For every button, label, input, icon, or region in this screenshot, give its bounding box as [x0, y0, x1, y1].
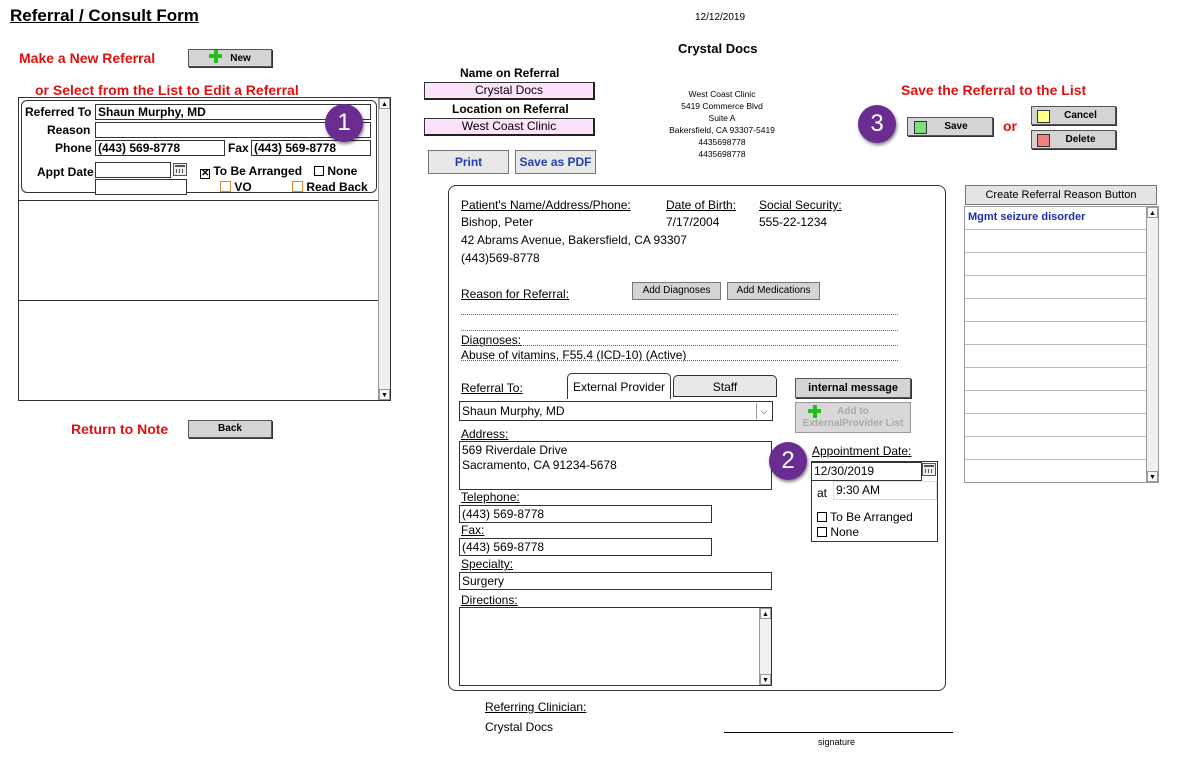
list-scrollbar[interactable]	[378, 98, 390, 400]
specialty-field[interactable]: Surgery	[459, 572, 772, 590]
delete-button-label: Delete	[1065, 134, 1096, 145]
save-pdf-button[interactable]: Save as PDF	[515, 150, 596, 174]
add-to-label: Add to	[837, 406, 869, 417]
fax-field[interactable]: (443) 569-8778	[251, 140, 371, 156]
appt-to-be-arranged-checkbox[interactable]	[817, 510, 913, 524]
step-badge-1: 1	[325, 104, 363, 142]
name-on-referral-field[interactable]: Crystal Docs	[424, 82, 595, 100]
scroll-down-icon[interactable]: ▼	[1147, 471, 1158, 482]
address-label: Address:	[461, 427, 509, 441]
reason-line	[461, 314, 898, 315]
reason-line	[461, 330, 898, 331]
step-badge-3: 3	[858, 105, 896, 143]
step-badge-2: 2	[769, 442, 807, 480]
scroll-up-icon[interactable]: ▲	[760, 608, 771, 619]
directions-scrollbar[interactable]	[759, 608, 771, 685]
reason-list-rows	[965, 207, 1147, 460]
referred-to-field[interactable]: Shaun Murphy, MD	[95, 104, 371, 120]
new-button-label: New	[230, 53, 251, 64]
read-back-label: Read Back	[306, 180, 368, 194]
calendar-icon[interactable]	[922, 463, 936, 476]
appt-date-label: Appt Date	[37, 165, 94, 179]
directions-field[interactable]	[459, 607, 772, 686]
diagnoses-line	[461, 360, 898, 361]
appt-none-label: None	[830, 525, 860, 539]
checkbox-icon	[314, 166, 324, 176]
phone-field[interactable]: (443) 569-8778	[95, 140, 225, 156]
provider-select[interactable]	[459, 401, 773, 421]
provider-select-value: Shaun Murphy, MD	[462, 404, 565, 418]
cancel-swatch-icon	[1037, 110, 1050, 123]
checkbox-icon	[817, 512, 827, 522]
cancel-button[interactable]	[1031, 106, 1116, 125]
ssn-label: Social Security:	[759, 198, 842, 212]
reason-list-item[interactable]	[965, 368, 1147, 391]
select-list-label: or Select from the List to Edit a Referral	[35, 82, 299, 98]
address-line-1: 569 Riverdale Drive	[462, 443, 568, 457]
patient-label: Patient's Name/Address/Phone:	[461, 198, 631, 212]
checkbox-icon	[817, 527, 827, 537]
name-on-referral-label: Name on Referral	[460, 66, 560, 80]
reason-list	[964, 206, 1159, 483]
add-diagnoses-button[interactable]: Add Diagnoses	[632, 282, 721, 300]
diagnoses-value: Abuse of vitamins, F55.4 (ICD-10) (Active)	[461, 348, 687, 362]
return-to-note-label: Return to Note	[71, 421, 169, 437]
reason-list-item[interactable]	[965, 322, 1147, 345]
header-date: 12/12/2019	[695, 12, 746, 23]
fax-field[interactable]: (443) 569-8778	[459, 538, 712, 556]
cancel-button-label: Cancel	[1064, 110, 1097, 121]
address-field[interactable]	[459, 441, 772, 490]
reason-label: Reason	[47, 123, 91, 137]
clinic-phone: 4435698778	[698, 137, 746, 147]
checked-box-icon: ✕	[201, 168, 210, 179]
plus-icon	[808, 405, 821, 418]
to-be-arranged-checkbox[interactable]	[200, 164, 302, 179]
reason-list-item[interactable]	[965, 437, 1147, 460]
add-to-provider-list-button[interactable]	[795, 402, 911, 433]
address-line-2: Sacramento, CA 91234-5678	[462, 458, 617, 472]
delete-button[interactable]	[1031, 130, 1116, 149]
referring-clinician-value: Crystal Docs	[485, 720, 554, 734]
reason-list-item[interactable]: Mgmt seizure disorder	[965, 207, 1147, 230]
save-to-list-label: Save the Referral to the List	[901, 82, 1087, 98]
reason-list-item[interactable]	[965, 230, 1147, 253]
appt-time-field[interactable]	[95, 179, 187, 195]
referred-to-label: Referred To	[25, 105, 92, 119]
back-button[interactable]: Back	[188, 420, 272, 438]
reason-list-item[interactable]	[965, 414, 1147, 437]
dob-value: 7/17/2004	[666, 215, 720, 229]
location-on-referral-label: Location on Referral	[452, 102, 569, 116]
ssn-value: 555-22-1234	[759, 215, 828, 229]
diagnoses-label: Diagnoses:	[461, 333, 522, 347]
reason-list-item[interactable]	[965, 391, 1147, 414]
vo-checkbox[interactable]	[220, 180, 252, 194]
appointment-date-label: Appointment Date:	[812, 444, 912, 458]
clinic-address-block	[652, 88, 792, 160]
appt-none-checkbox[interactable]	[817, 525, 859, 539]
signature-label: signature	[818, 737, 856, 747]
list-divider	[19, 300, 379, 301]
calendar-icon[interactable]	[173, 163, 187, 176]
fax-label: Fax:	[461, 523, 485, 537]
specialty-label: Specialty:	[461, 557, 514, 571]
reason-for-referral-label: Reason for Referral:	[461, 287, 570, 301]
scroll-down-icon[interactable]: ▼	[760, 674, 771, 685]
clinician-name: Crystal Docs	[678, 41, 758, 56]
appointment-time-field[interactable]: 9:30 AM	[833, 481, 937, 500]
plus-icon	[209, 50, 222, 63]
telephone-field[interactable]: (443) 569-8778	[459, 505, 712, 523]
internal-message-button[interactable]: internal message	[795, 378, 911, 398]
scroll-up-icon[interactable]: ▲	[379, 98, 390, 109]
clinic-name: West Coast Clinic	[688, 89, 756, 99]
reason-list-item[interactable]	[965, 299, 1147, 322]
patient-name: Bishop, Peter	[461, 215, 534, 229]
create-reason-button[interactable]: Create Referral Reason Button	[965, 185, 1157, 205]
fax-label: Fax	[228, 141, 249, 155]
referral-list	[18, 97, 391, 401]
save-swatch-icon	[914, 121, 927, 134]
referral-to-label: Referral To:	[461, 381, 523, 395]
dob-label: Date of Birth:	[666, 198, 737, 212]
none-label: None	[327, 164, 358, 178]
location-on-referral-field[interactable]: West Coast Clinic	[424, 118, 595, 136]
print-button[interactable]: Print	[428, 150, 509, 174]
read-back-checkbox[interactable]	[292, 180, 368, 194]
referral-entry[interactable]	[21, 100, 377, 193]
appt-date-field[interactable]	[95, 162, 171, 178]
phone-label: Phone	[55, 141, 92, 155]
new-button[interactable]	[188, 49, 272, 67]
chevron-down-icon[interactable]: ⌵	[756, 403, 771, 419]
signature-line	[724, 732, 953, 733]
provider-list-label: ExternalProvider List	[802, 418, 904, 429]
appt-to-be-arranged-label: To Be Arranged	[830, 510, 913, 524]
save-button-label: Save	[944, 121, 968, 132]
referring-clinician-label: Referring Clinician:	[485, 700, 587, 714]
delete-swatch-icon	[1037, 134, 1050, 147]
checkbox-icon	[220, 181, 231, 192]
reason-list-item[interactable]	[965, 253, 1147, 276]
tab-staff[interactable]: Staff	[673, 375, 777, 397]
scroll-down-icon[interactable]: ▼	[379, 389, 390, 400]
form-title: Referral / Consult Form	[10, 6, 199, 25]
none-checkbox[interactable]	[314, 164, 357, 178]
appointment-date-field[interactable]: 12/30/2019	[811, 462, 922, 481]
make-new-referral-label: Make a New Referral	[19, 50, 156, 66]
diagnoses-line	[461, 345, 898, 346]
patient-address: 42 Abrams Avenue, Bakersfield, CA 93307	[461, 233, 687, 247]
save-button[interactable]	[907, 117, 993, 136]
vo-label: VO	[234, 180, 252, 194]
clinic-phone: 4435698778	[698, 149, 746, 159]
telephone-label: Telephone:	[461, 490, 520, 504]
reason-list-item[interactable]	[965, 345, 1147, 368]
directions-label: Directions:	[461, 593, 518, 607]
reason-list-item[interactable]	[965, 276, 1147, 299]
clinic-suite: Suite A	[708, 113, 736, 123]
list-divider	[19, 200, 379, 201]
add-medications-button[interactable]: Add Medications	[727, 282, 820, 300]
patient-phone: (443)569-8778	[461, 251, 540, 265]
to-be-arranged-label: To Be Arranged	[213, 164, 303, 178]
clinic-city: Bakersfield, CA 93307-5419	[669, 125, 775, 135]
at-label: at	[817, 486, 828, 500]
checkbox-icon	[292, 181, 303, 192]
or-label: or	[1003, 118, 1017, 134]
tab-external-provider[interactable]: External Provider	[567, 373, 671, 399]
scroll-up-icon[interactable]: ▲	[1147, 207, 1158, 218]
clinic-street: 5419 Commerce Blvd	[681, 101, 763, 111]
reason-list-scrollbar[interactable]	[1146, 207, 1158, 482]
